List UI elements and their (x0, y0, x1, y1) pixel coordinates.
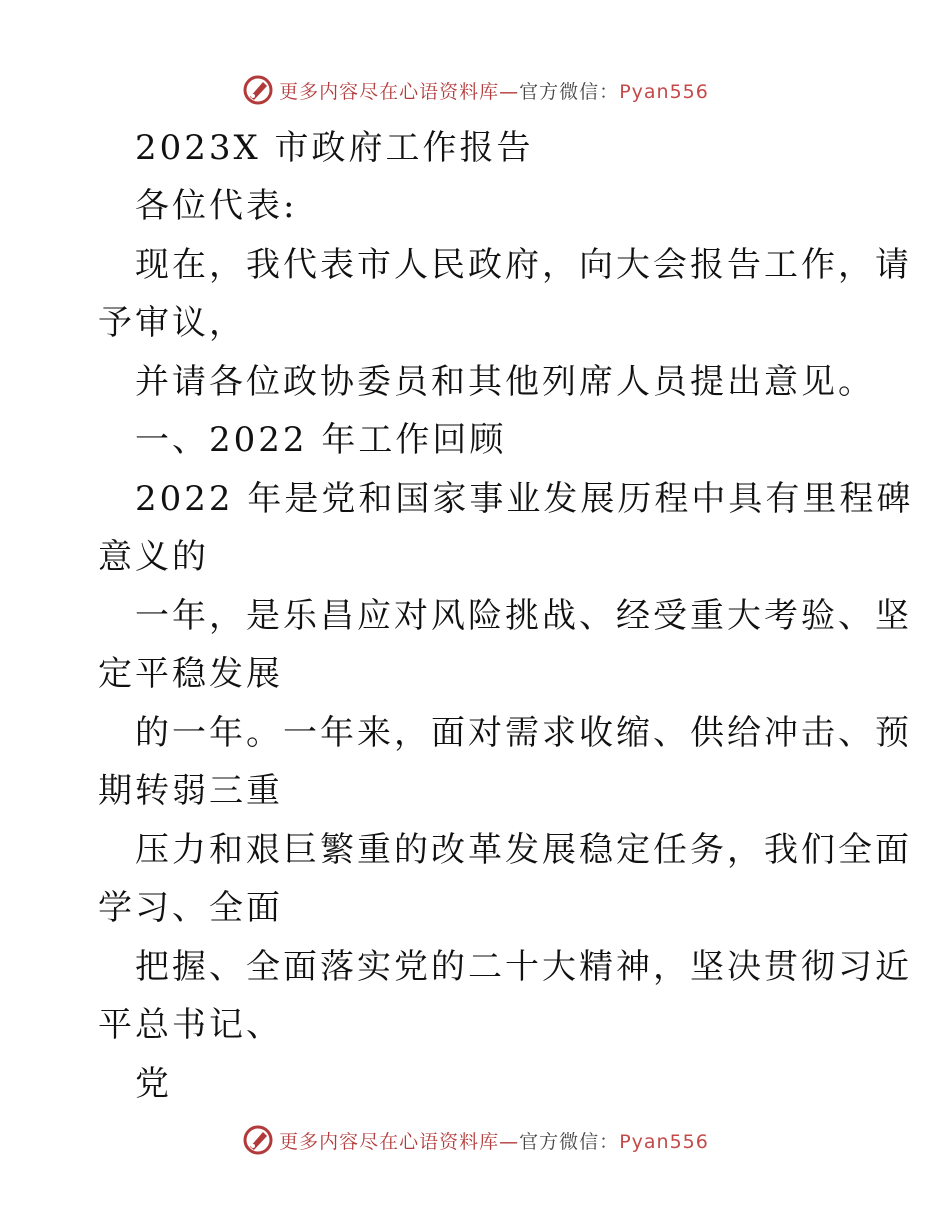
watermark-text: 更多内容尽在心语资料库—官方微信：Pyan556 (279, 1130, 709, 1153)
pen-nib-circle-icon (241, 1123, 275, 1157)
document-title: 2023X 市政府工作报告 (135, 128, 534, 168)
paragraph-line: 定平稳发展 (98, 654, 283, 694)
paragraph-line: 压力和艰巨繁重的改革发展稳定任务，我们全面 (135, 830, 912, 870)
paragraph-line: 学习、全面 (98, 888, 283, 928)
paragraph-line: 平总书记、 (98, 1005, 283, 1045)
watermark-text: 更多内容尽在心语资料库—官方微信：Pyan556 (279, 80, 709, 103)
paragraph-line: 一年，是乐昌应对风险挑战、经受重大考验、坚 (135, 596, 912, 636)
paragraph-line: 的一年。一年来，面对需求收缩、供给冲击、预 (135, 713, 912, 753)
paragraph-line: 把握、全面落实党的二十大精神，坚决贯彻习近 (135, 947, 912, 987)
paragraph-line: 2022 年是党和国家事业发展历程中具有里程碑 (135, 479, 914, 519)
section-heading: 一、2022 年工作回顾 (135, 420, 507, 460)
header-watermark (0, 70, 950, 110)
pen-nib-circle-icon (241, 73, 275, 107)
paragraph-line: 并请各位政协委员和其他列席人员提出意见。 (135, 362, 875, 402)
footer-watermark (0, 1120, 950, 1160)
paragraph-line: 现在，我代表市人民政府，向大会报告工作，请 (135, 245, 912, 285)
paragraph-line: 党 (135, 1064, 172, 1104)
paragraph-line: 予审议， (98, 303, 246, 343)
paragraph-line: 期转弱三重 (98, 771, 283, 811)
paragraph-line: 意义的 (98, 537, 209, 577)
salutation: 各位代表: (135, 186, 298, 226)
